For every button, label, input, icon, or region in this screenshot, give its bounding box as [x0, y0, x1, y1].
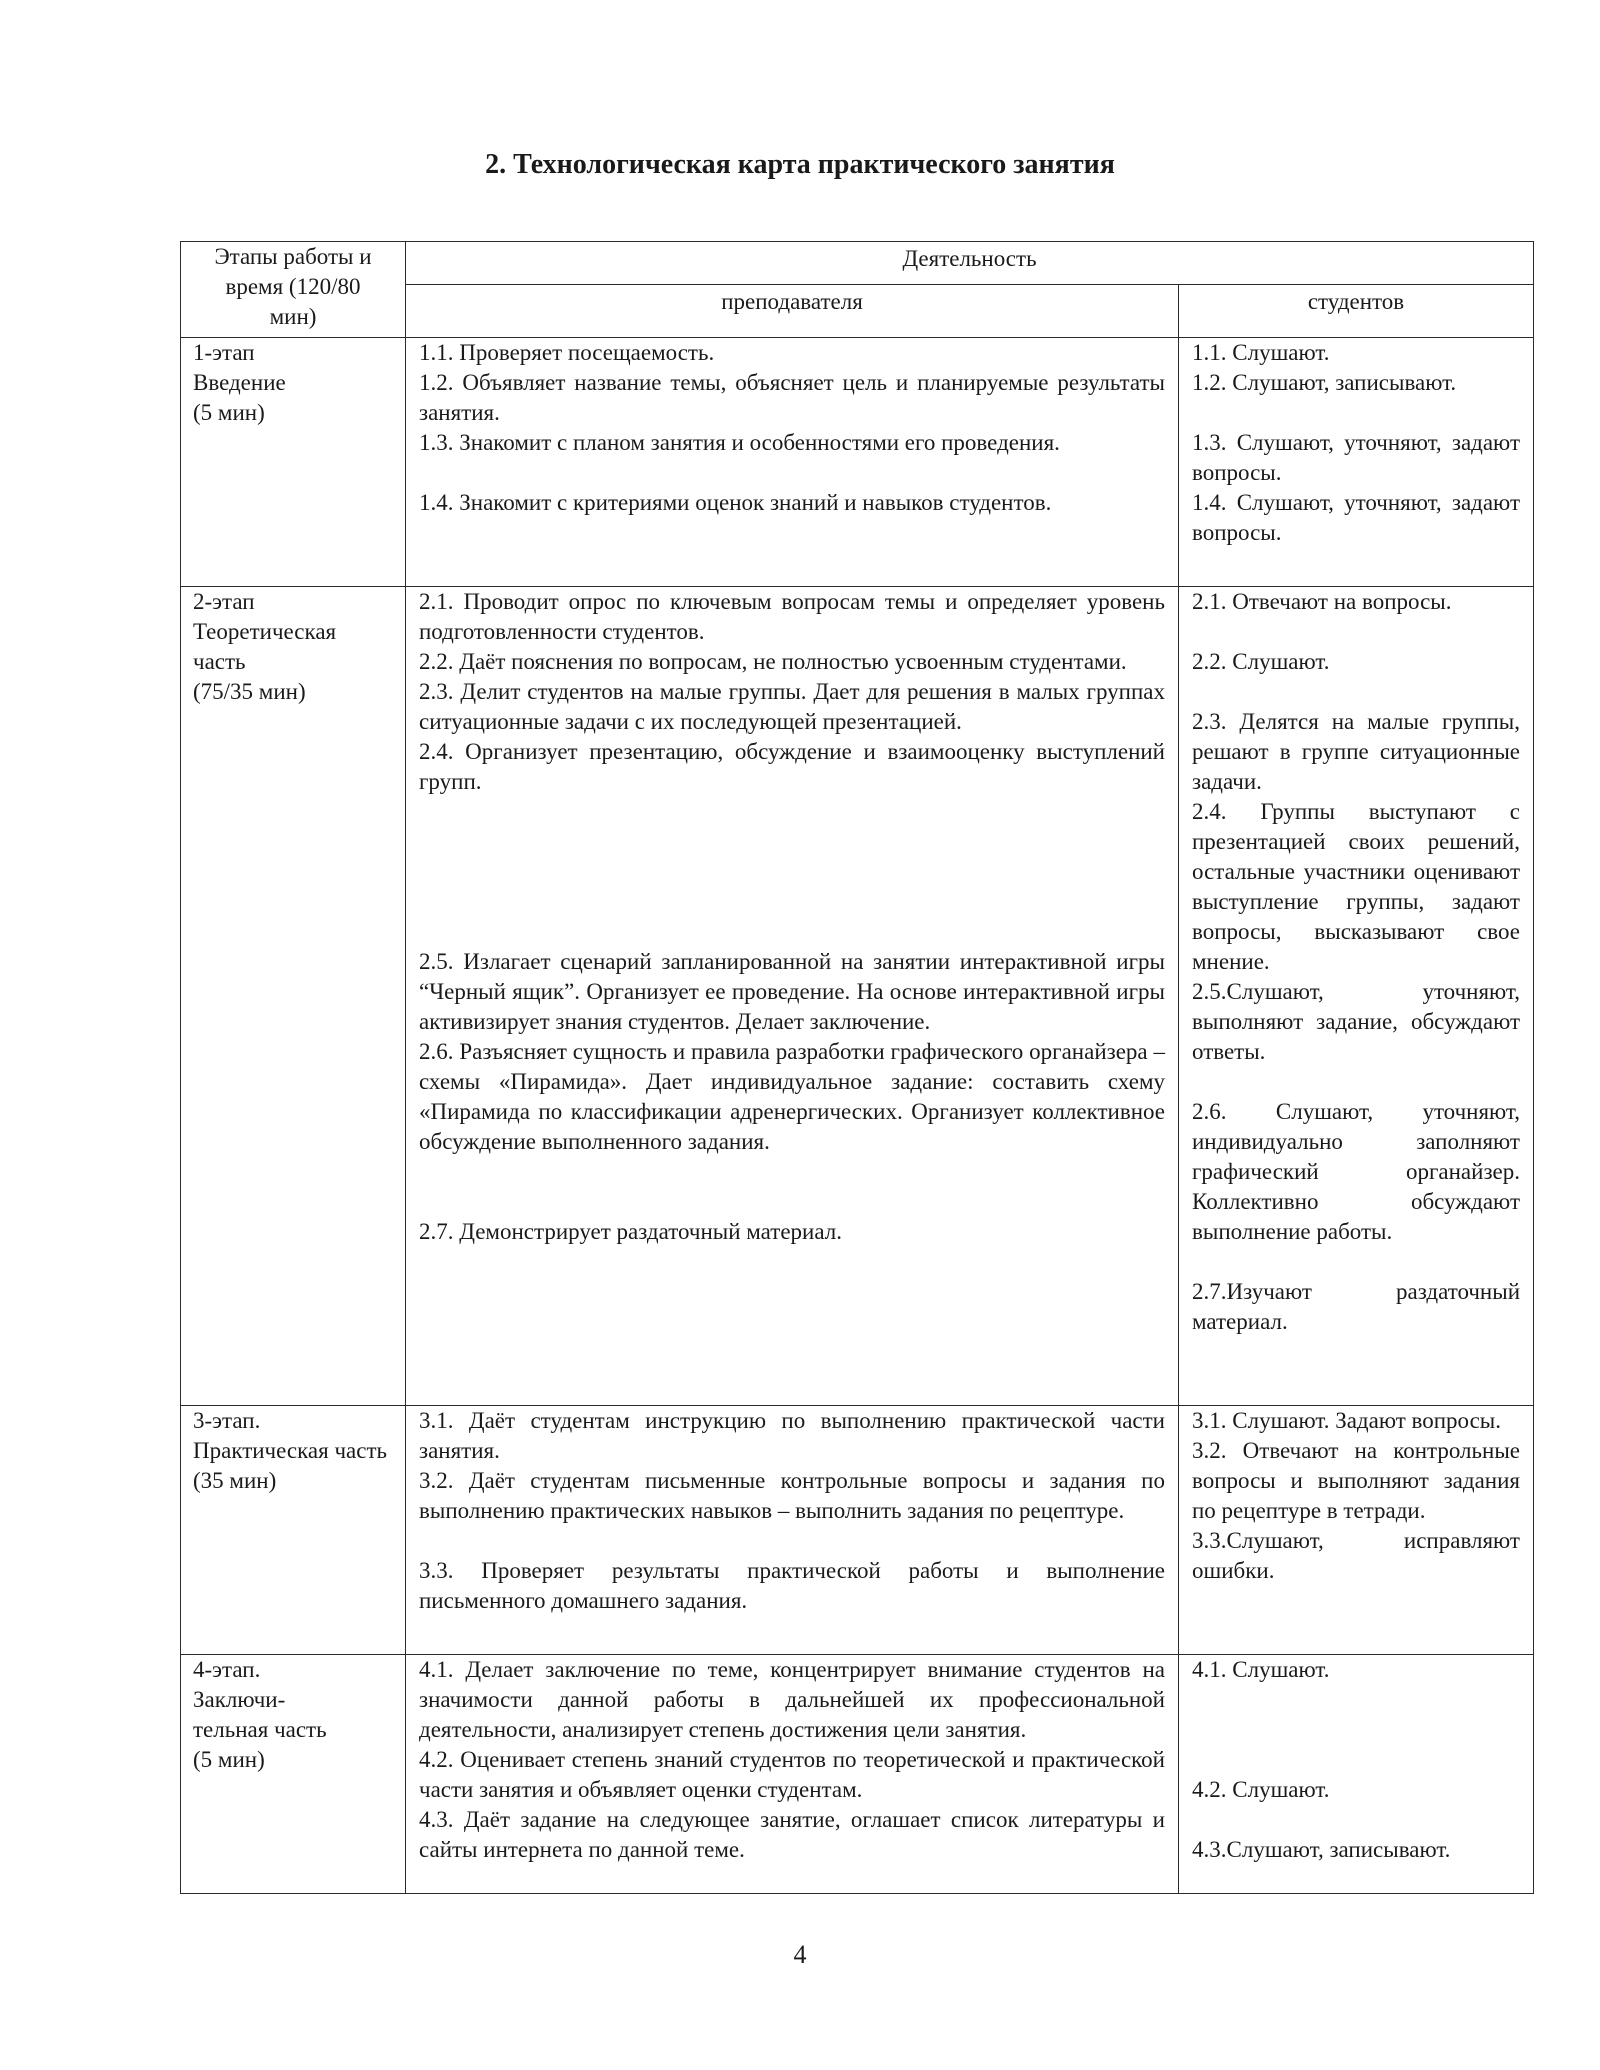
- stage-duration: (75/35 мин): [193, 679, 306, 704]
- stage-column-header: [181, 242, 406, 338]
- stage-number: 3-этап.: [193, 1408, 261, 1433]
- page-title: 2. Технологическая карта практического занятия: [485, 149, 1115, 180]
- teacher-item: 2.2. Даёт пояснения по вопросам, не полностью усвоенным студентами.: [419, 649, 1127, 674]
- students-item: 4.2. Слушают.: [1192, 1777, 1330, 1802]
- teacher-item: 3.2. Даёт студентам письменные контрольные вопросы и задания по выполнению практических навыков – выполнить задания по рецептуре.: [419, 1468, 1165, 1523]
- technology-map-table: [180, 241, 1534, 1894]
- stage-cell: [181, 1406, 406, 1655]
- stage-number: 4-этап.: [193, 1657, 261, 1682]
- students-item: 2.2. Слушают.: [1192, 649, 1330, 674]
- teacher-cell: [406, 1406, 1179, 1655]
- teacher-cell: [406, 338, 1179, 587]
- students-item: 4.3.Слушают, записывают.: [1192, 1837, 1451, 1862]
- activity-header-label: Деятельность: [902, 246, 1037, 271]
- stage-number: 2-этап: [193, 589, 255, 614]
- activity-header: [406, 242, 1534, 285]
- stage-title: Теоретическая часть: [193, 619, 337, 674]
- teacher-item: 2.6. Разъясняет сущность и правила разработки графического органайзера – схемы «Пирамида». Дает индивидуальное задание: составить схему «Пирамида по классификации адренергических. Организует коллективное обсуждение выполненного задания.: [419, 1039, 1165, 1154]
- students-column-header-label: студентов: [1307, 289, 1405, 314]
- teacher-item: 2.4. Организует презентацию, обсуждение и взаимооценку выступлений групп.: [419, 739, 1165, 794]
- teacher-item: 4.2. Оценивает степень знаний студентов по теоретической и практической части занятия и объявляет оценки студентам.: [419, 1747, 1165, 1802]
- teacher-item: 4.1. Делает заключение по теме, концентрирует внимание студентов на значимости данной работы в дальнейшей их профессиональной деятельности, анализирует степень достижения цели занятия.: [419, 1657, 1165, 1742]
- stage-cell: [181, 587, 406, 1406]
- students-item: 1.2. Слушают, записывают.: [1192, 370, 1457, 395]
- teacher-item: 1.3. Знакомит с планом занятия и особенностями его проведения.: [419, 430, 1060, 455]
- teacher-item: 4.3. Даёт задание на следующее занятие, оглашает список литературы и сайты интернета по данной теме.: [419, 1807, 1165, 1862]
- students-item: 2.5.Слушают, уточняют, выполняют задание, обсуждают ответы.: [1192, 979, 1520, 1064]
- table-row: [181, 1406, 1534, 1655]
- page-number: 4: [793, 1940, 807, 1969]
- students-item: 2.4. Группы выступают с презентацией своих решений, остальные участники оценивают выступление группы, задают вопросы, высказывают свое мнение.: [1192, 799, 1520, 974]
- stage-duration: (35 мин): [193, 1468, 277, 1493]
- table-row: [181, 338, 1534, 587]
- students-item: 1.4. Слушают, уточняют, задают вопросы.: [1192, 490, 1520, 545]
- stage-title: Заключи-: [193, 1687, 286, 1712]
- teacher-column-header: [406, 285, 1179, 338]
- students-item: 2.1. Отвечают на вопросы.: [1192, 589, 1452, 614]
- students-cell: [1179, 338, 1534, 587]
- teacher-cell: [406, 587, 1179, 1406]
- students-item: 3.2. Отвечают на контрольные вопросы и выполняют задания по рецептуре в тетради.: [1192, 1438, 1520, 1523]
- students-item: 4.1. Слушают.: [1192, 1657, 1330, 1682]
- students-item: 2.3. Делятся на малые группы, решают в группе ситуационные задачи.: [1192, 709, 1520, 794]
- students-item: 3.1. Слушают. Задают вопросы.: [1192, 1408, 1502, 1433]
- teacher-item: 2.7. Демонстрирует раздаточный материал.: [419, 1219, 842, 1244]
- stage-duration: (5 мин): [193, 1747, 265, 1772]
- stage-title: Введение: [193, 370, 286, 395]
- teacher-item: 2.5. Излагает сценарий запланированной на занятии интерактивной игры “Черный ящик”. Организует ее проведение. На основе интерактивной игры активизирует знания студентов. Делает заключение.: [419, 949, 1165, 1034]
- stage-duration: (5 мин): [193, 400, 265, 425]
- students-column-header: [1179, 285, 1534, 338]
- header-row-1: [181, 242, 1534, 285]
- stage-title: Практическая часть: [193, 1438, 387, 1463]
- students-cell: [1179, 587, 1534, 1406]
- stage-cell: [181, 338, 406, 587]
- teacher-item: 1.2. Объявляет название темы, объясняет цель и планируемые результаты занятия.: [419, 370, 1165, 425]
- students-item: 1.1. Слушают.: [1192, 340, 1330, 365]
- students-cell: [1179, 1406, 1534, 1655]
- table-row: [181, 1655, 1534, 1894]
- students-cell: [1179, 1655, 1534, 1894]
- students-item: 2.7.Изучают раздаточный материал.: [1192, 1279, 1520, 1334]
- teacher-item: 2.3. Делит студентов на малые группы. Дает для решения в малых группах ситуационные задачи с их последующей презентацией.: [419, 679, 1165, 734]
- stage-number: 1-этап: [193, 340, 255, 365]
- stage-cell: [181, 1655, 406, 1894]
- teacher-item: 1.1. Проверяет посещаемость.: [419, 340, 715, 365]
- teacher-column-header-label: преподавателя: [721, 289, 863, 314]
- table-row: [181, 587, 1534, 1406]
- students-item: 2.6. Слушают, уточняют, индивидуально заполняют графический органайзер. Коллективно обсуждают выполнение работы.: [1192, 1099, 1520, 1244]
- teacher-item: 3.3. Проверяет результаты практической работы и выполнение письменного домашнего задания.: [419, 1558, 1165, 1613]
- stage-column-header-label: Этапы работы и время (120/80 мин): [214, 244, 372, 329]
- stage-title-cont: тельная часть: [193, 1717, 327, 1742]
- students-item: 1.3. Слушают, уточняют, задают вопросы.: [1192, 430, 1520, 485]
- students-item: 3.3.Слушают, исправляют ошибки.: [1192, 1528, 1520, 1583]
- teacher-item: 2.1. Проводит опрос по ключевым вопросам темы и определяет уровень подготовленности студентов.: [419, 589, 1165, 644]
- teacher-cell: [406, 1655, 1179, 1894]
- teacher-item: 1.4. Знакомит с критериями оценок знаний и навыков студентов.: [419, 490, 1052, 515]
- teacher-item: 3.1. Даёт студентам инструкцию по выполнению практической части занятия.: [419, 1408, 1165, 1463]
